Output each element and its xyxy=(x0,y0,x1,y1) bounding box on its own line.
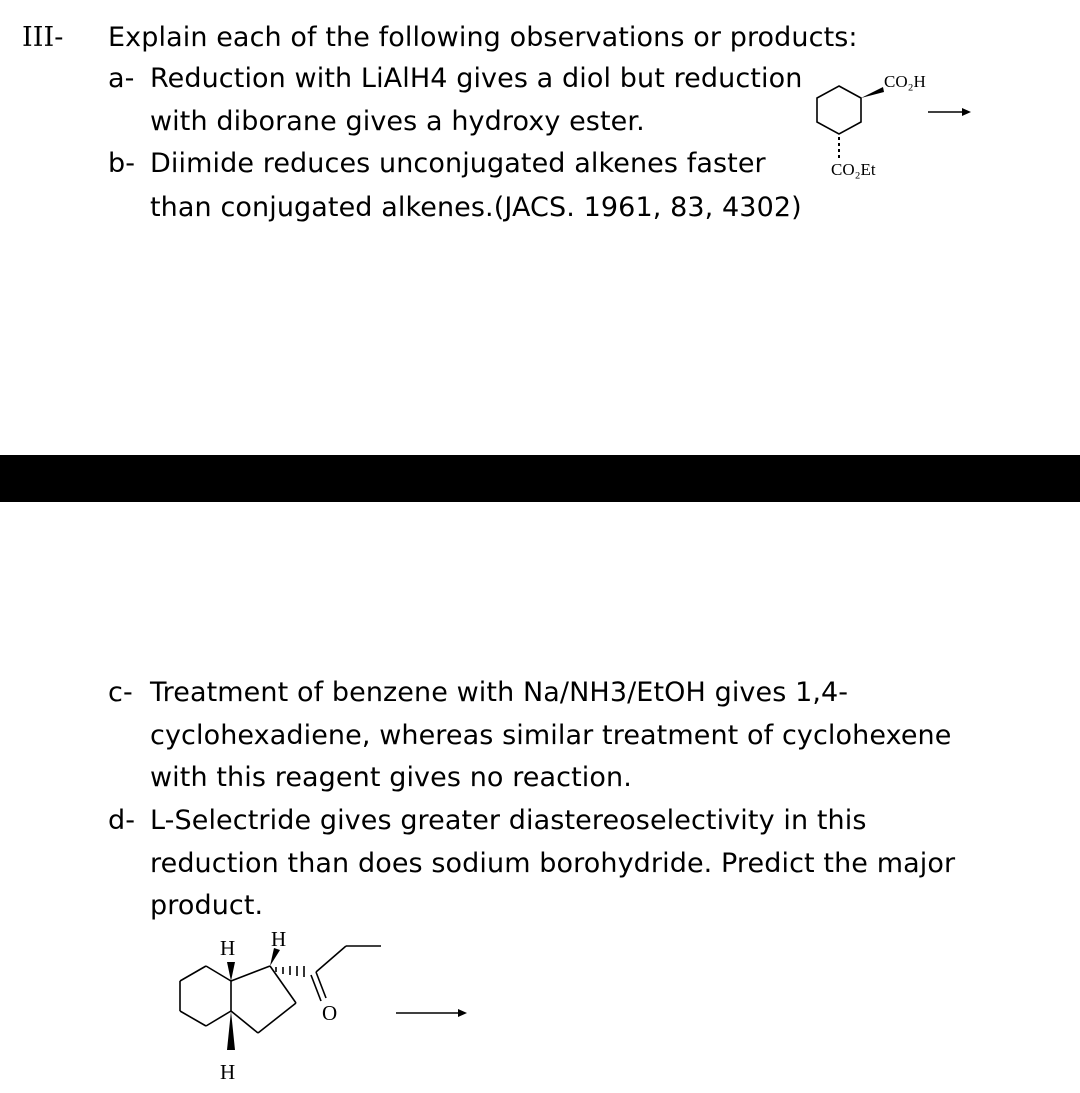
item-d-line-3: product. xyxy=(150,890,264,921)
wedge-h-bottom xyxy=(227,1011,235,1050)
item-b-marker: b- xyxy=(108,148,136,179)
wedge-h-top-left xyxy=(227,962,235,981)
substituent-co2h: CO₂H xyxy=(884,72,926,91)
arrow-head-d xyxy=(458,1009,467,1017)
item-b-line-1: Diimide reduces unconjugated alkenes faster xyxy=(150,148,766,179)
item-a-line-1: Reduction with LiAlH4 gives a diol but reduction xyxy=(150,63,803,94)
item-d-line-2: reduction than does sodium borohydride. Predict the major xyxy=(150,848,956,879)
label-oxygen: O xyxy=(322,1001,338,1025)
label-h-bottom: H xyxy=(220,1060,236,1084)
item-c-line-2: cyclohexadiene, whereas similar treatment of cyclohexene xyxy=(150,720,952,751)
item-a-marker: a- xyxy=(108,63,135,94)
item-c-marker: c- xyxy=(108,677,133,708)
label-h-top-left: H xyxy=(220,936,236,960)
item-d-line-1: L-Selectride gives greater diastereoselectivity in this xyxy=(150,805,867,836)
substituent-co2et: CO₂Et xyxy=(831,160,876,179)
section-numeral: III- xyxy=(22,22,64,53)
item-b-line-2: than conjugated alkenes.(JACS. 1961, 83, 4302) xyxy=(150,192,802,223)
item-c-line-3: with this reagent gives no reaction. xyxy=(150,762,632,793)
item-d-marker: d- xyxy=(108,805,136,836)
section-heading: Explain each of the following observations or products: xyxy=(108,22,858,53)
item-c-line-1: Treatment of benzene with Na/NH3/EtOH gives 1,4- xyxy=(150,677,849,708)
label-h-top-right: H xyxy=(271,927,287,951)
item-a-line-2: with diborane gives a hydroxy ester. xyxy=(150,106,645,137)
